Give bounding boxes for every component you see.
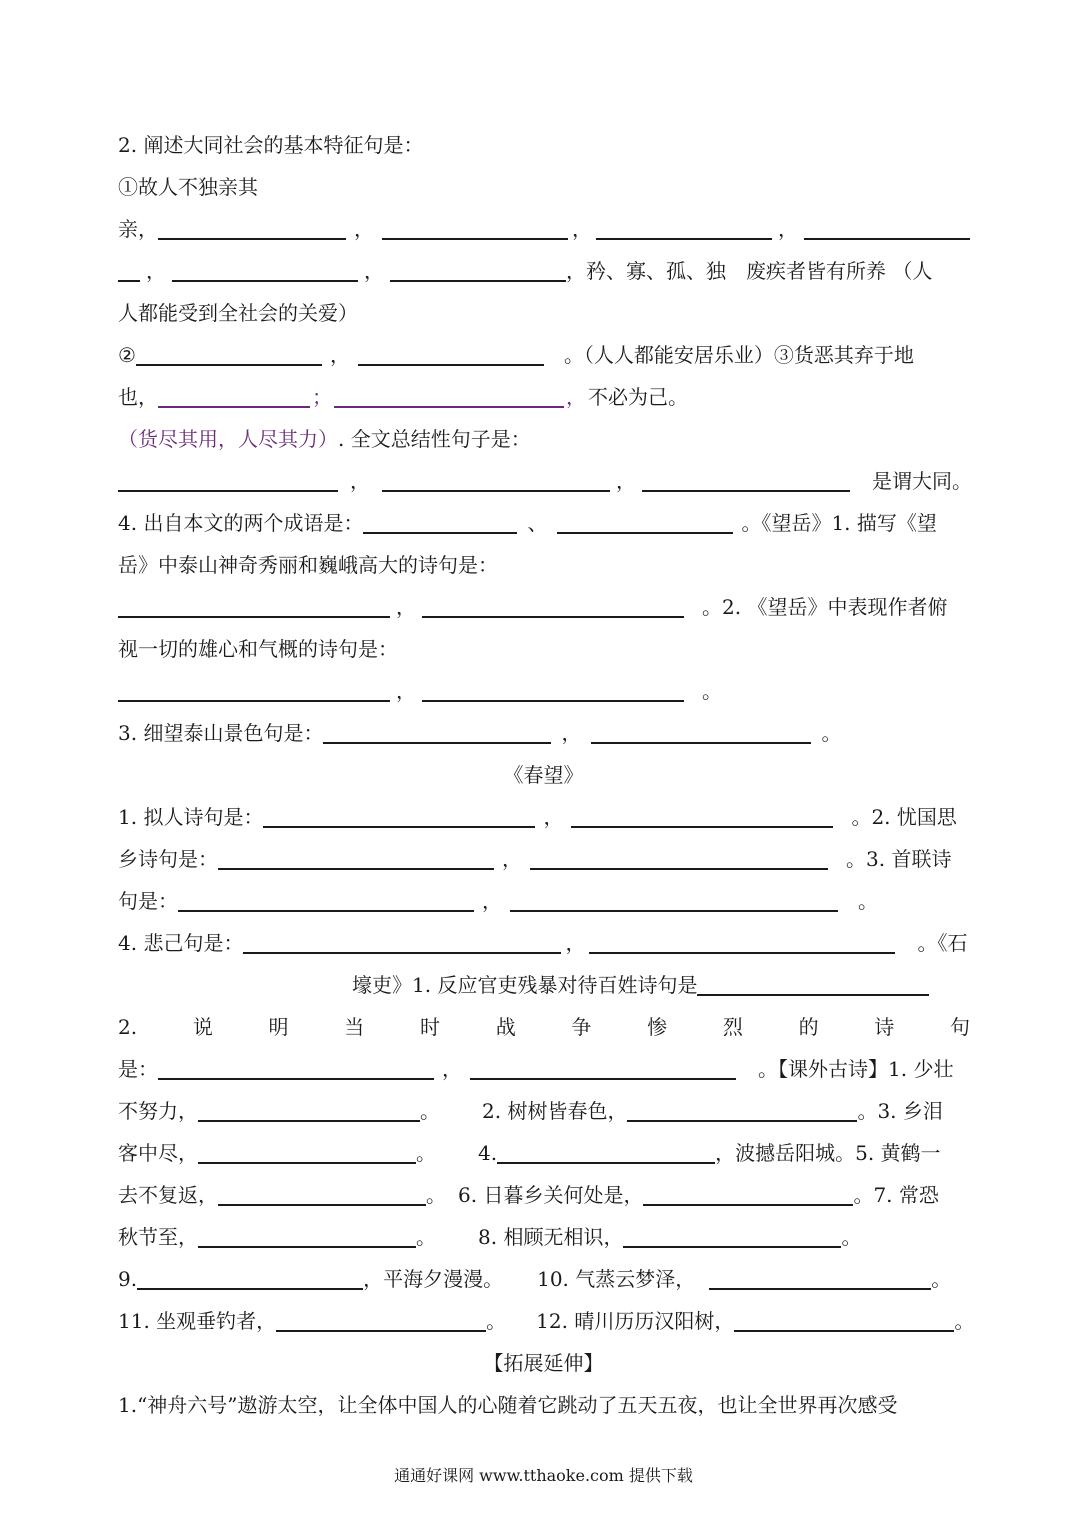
prompt-char: 句 — [950, 1015, 970, 1039]
prompt-text: 是： — [118, 1057, 158, 1081]
punct: 。 — [841, 1225, 862, 1249]
prompt-text: 4. 悲己句是： — [118, 931, 244, 955]
prompt-text: 。2. 《望岳》中表现作者俯 — [702, 595, 948, 619]
page-footer: 通通好课网 www.tthaoke.com 提供下载 — [394, 1466, 693, 1485]
answer-blank[interactable] — [557, 512, 733, 534]
answer-blank[interactable] — [137, 1268, 363, 1290]
punct: ， — [566, 385, 586, 409]
prompt-text: 去不复返， — [118, 1183, 218, 1207]
fill-line — [118, 845, 951, 873]
fill-line — [118, 887, 878, 915]
answer-blank[interactable] — [218, 848, 494, 870]
answer-blank[interactable] — [382, 470, 610, 492]
fill-line — [118, 341, 914, 369]
punct: 。 — [954, 1309, 975, 1333]
prompt-char: 2. — [118, 1015, 138, 1039]
answer-blank[interactable] — [218, 1184, 426, 1206]
prompt-text: 人都能受到全社会的关爱） — [118, 301, 358, 325]
answer-blank[interactable] — [178, 890, 474, 912]
prompt-char: 战 — [495, 1015, 516, 1039]
answer-blank[interactable] — [158, 1058, 434, 1080]
prompt-text: 6. 日暮乡关何处是， — [458, 1183, 644, 1207]
punct: ， — [482, 889, 502, 913]
prompt-text: 。《望岳》1. 描写《望 — [741, 511, 937, 535]
prompt-text: 。3. 乡泪 — [857, 1099, 943, 1123]
answer-blank[interactable] — [804, 218, 970, 240]
prompt-text: 10. 气蒸云梦泽， — [537, 1267, 696, 1291]
answer-blank[interactable] — [334, 386, 564, 408]
answer-blank[interactable] — [530, 848, 828, 870]
punct: 。 — [821, 721, 842, 745]
prompt-text: 视一切的雄心和气概的诗句是： — [118, 637, 398, 661]
punct: ， — [616, 469, 636, 493]
answer-blank[interactable] — [422, 680, 684, 702]
section-title: 《春望》 — [503, 763, 584, 787]
answer-blank[interactable] — [596, 218, 772, 240]
answer-blank[interactable] — [198, 1142, 416, 1164]
punct: ， — [565, 931, 586, 955]
punct: 。 — [420, 1099, 440, 1123]
prompt-text: 1. 拟人诗句是： — [118, 805, 264, 829]
answer-blank[interactable] — [198, 1226, 416, 1248]
answer-blank[interactable] — [697, 974, 929, 996]
answer-blank[interactable] — [497, 1142, 715, 1164]
prompt-char: 明 — [268, 1015, 289, 1039]
fill-line — [118, 425, 531, 453]
prompt-text: 乡诗句是： — [118, 847, 218, 871]
prompt-text: 。《石 — [917, 931, 968, 955]
answer-blank[interactable] — [118, 260, 140, 282]
fill-line — [118, 719, 841, 747]
prompt-text: 11. 坐观垂钓者， — [118, 1309, 277, 1333]
prompt-text: 4. 出自本文的两个成语是： — [118, 511, 364, 535]
answer-blank[interactable] — [358, 344, 544, 366]
answer-blank[interactable] — [172, 260, 358, 282]
punct: ， — [561, 721, 582, 745]
answer-blank[interactable] — [591, 722, 811, 744]
prompt-text: 。3. 首联诗 — [846, 847, 952, 871]
punct: ， — [778, 217, 798, 241]
fill-line — [118, 803, 957, 831]
prompt-char: 的 — [798, 1015, 819, 1039]
punct: ， — [350, 469, 370, 493]
prompt-text: ，波撼岳阳城。5. 黄鹤一 — [715, 1141, 941, 1165]
prompt-text: 壕吏》1. 反应官吏残暴对待百姓诗句是 — [352, 973, 698, 997]
answer-blank[interactable] — [510, 890, 838, 912]
prompt-text: ①故人不独亲其 — [118, 175, 258, 199]
punct: 。 — [416, 1141, 436, 1165]
punct: ， — [442, 1057, 462, 1081]
fill-line — [118, 1265, 951, 1293]
answer-blank[interactable] — [589, 932, 895, 954]
prompt-text: 秋节至， — [118, 1225, 198, 1249]
prompt-text: 。2. 忧国思 — [851, 805, 957, 829]
answer-blank[interactable] — [382, 218, 568, 240]
punct: 。 — [931, 1267, 952, 1291]
answer-blank[interactable] — [136, 344, 322, 366]
answer-blank[interactable] — [243, 932, 561, 954]
answer-blank[interactable] — [470, 1058, 736, 1080]
punct: ， — [396, 679, 416, 703]
fill-line — [118, 257, 932, 285]
answer-blank[interactable] — [158, 218, 346, 240]
fill-line — [118, 593, 947, 621]
prompt-text: ，矜、寡、孤、独 废疾者皆有所养 （人 — [566, 259, 933, 283]
prompt-text: 客中尽， — [118, 1141, 198, 1165]
question-2-heading: 2. 阐述大同社会的基本特征句是： — [118, 133, 424, 157]
prompt-text: ，平海夕漫漫。 — [363, 1267, 504, 1291]
punct: ； — [312, 385, 332, 409]
punct: ， — [364, 259, 384, 283]
fill-line — [118, 1223, 861, 1251]
answer-blank[interactable] — [118, 596, 390, 618]
punct: ， — [354, 217, 374, 241]
punct: ， — [146, 259, 166, 283]
prompt-text: 句是： — [118, 889, 178, 913]
prompt-text: . 全文总结性句子是： — [338, 427, 531, 451]
punct: ， — [543, 805, 564, 829]
prompt-text: 。7. 常恐 — [853, 1183, 939, 1207]
answer-blank[interactable] — [643, 1184, 853, 1206]
annotation-text: （货尽其用，人尽其力） — [118, 427, 338, 451]
fill-line — [118, 929, 967, 957]
answer-blank[interactable] — [709, 1268, 931, 1290]
punct: 。 — [486, 1309, 507, 1333]
prompt-text: 也， — [118, 385, 158, 409]
prompt-text: 是谓大同。 — [872, 469, 972, 493]
answer-blank[interactable] — [627, 1100, 857, 1122]
fill-line — [118, 467, 972, 495]
punct: ， — [572, 217, 592, 241]
answer-blank[interactable] — [390, 260, 566, 282]
fill-line — [118, 1307, 974, 1335]
prompt-text: 亲， — [118, 217, 158, 241]
answer-blank[interactable] — [363, 512, 517, 534]
prompt-text: 。（人人都能安居乐业）③货恶其弃于地 — [563, 343, 914, 367]
answer-blank[interactable] — [422, 596, 684, 618]
answer-blank[interactable] — [158, 386, 310, 408]
answer-blank[interactable] — [118, 680, 390, 702]
answer-blank[interactable] — [323, 722, 551, 744]
fill-line — [352, 971, 929, 999]
fill-line — [118, 1055, 953, 1083]
prompt-char: 惨 — [647, 1015, 668, 1039]
prompt-text: 不努力， — [118, 1099, 198, 1123]
prompt-char: 时 — [419, 1015, 440, 1039]
prompt-text: 2. 树树皆春色， — [482, 1099, 628, 1123]
prompt-char: 争 — [571, 1015, 592, 1039]
prompt-text: 3. 细望泰山景色句是： — [118, 721, 324, 745]
fill-line — [118, 1181, 939, 1209]
fill-line — [118, 509, 937, 537]
prompt-text: 12. 晴川历历汉阳树， — [536, 1309, 735, 1333]
answer-blank[interactable] — [623, 1226, 841, 1248]
fill-line — [118, 677, 722, 705]
prompt-text: 1.“神舟六号”遨游太空，让全体中国人的心随着它跳动了五天五夜，也让全世界再次感受 — [118, 1393, 898, 1417]
answer-blank[interactable] — [118, 470, 338, 492]
answer-blank[interactable] — [198, 1100, 420, 1122]
prompt-text: 。【课外古诗】1. 少壮 — [758, 1057, 954, 1081]
prompt-text: 8. 相顾无相识， — [478, 1225, 624, 1249]
punct: ， — [329, 343, 350, 367]
fill-line — [118, 1097, 943, 1125]
punct: 。 — [858, 889, 878, 913]
fill-line — [118, 1139, 941, 1167]
prompt-char: 诗 — [874, 1015, 895, 1039]
prompt-char: 烈 — [722, 1015, 743, 1039]
punct: ， — [502, 847, 522, 871]
prompt-text: ② — [118, 343, 136, 367]
punct: 。 — [416, 1225, 436, 1249]
prompt-char: 当 — [344, 1015, 365, 1039]
prompt-text: 不必为己。 — [588, 385, 688, 409]
answer-blank[interactable] — [276, 1310, 486, 1332]
fill-line — [118, 383, 688, 411]
prompt-text: 岳》中泰山神奇秀丽和巍峨高大的诗句是： — [118, 553, 498, 577]
answer-blank[interactable] — [734, 1310, 954, 1332]
prompt-char: 说 — [192, 1015, 213, 1039]
punct: 。 — [702, 679, 722, 703]
answer-blank[interactable] — [263, 806, 535, 828]
answer-blank[interactable] — [571, 806, 833, 828]
prompt-text: 4. — [478, 1141, 498, 1165]
section-title: 【拓展延伸】 — [483, 1351, 604, 1375]
punct: 。 — [426, 1183, 446, 1207]
fill-line — [118, 215, 970, 243]
punct: ， — [396, 595, 416, 619]
punct: 、 — [527, 511, 548, 535]
answer-blank[interactable] — [642, 470, 850, 492]
prompt-text: 9. — [118, 1267, 138, 1291]
justified-prompt — [118, 1013, 970, 1041]
